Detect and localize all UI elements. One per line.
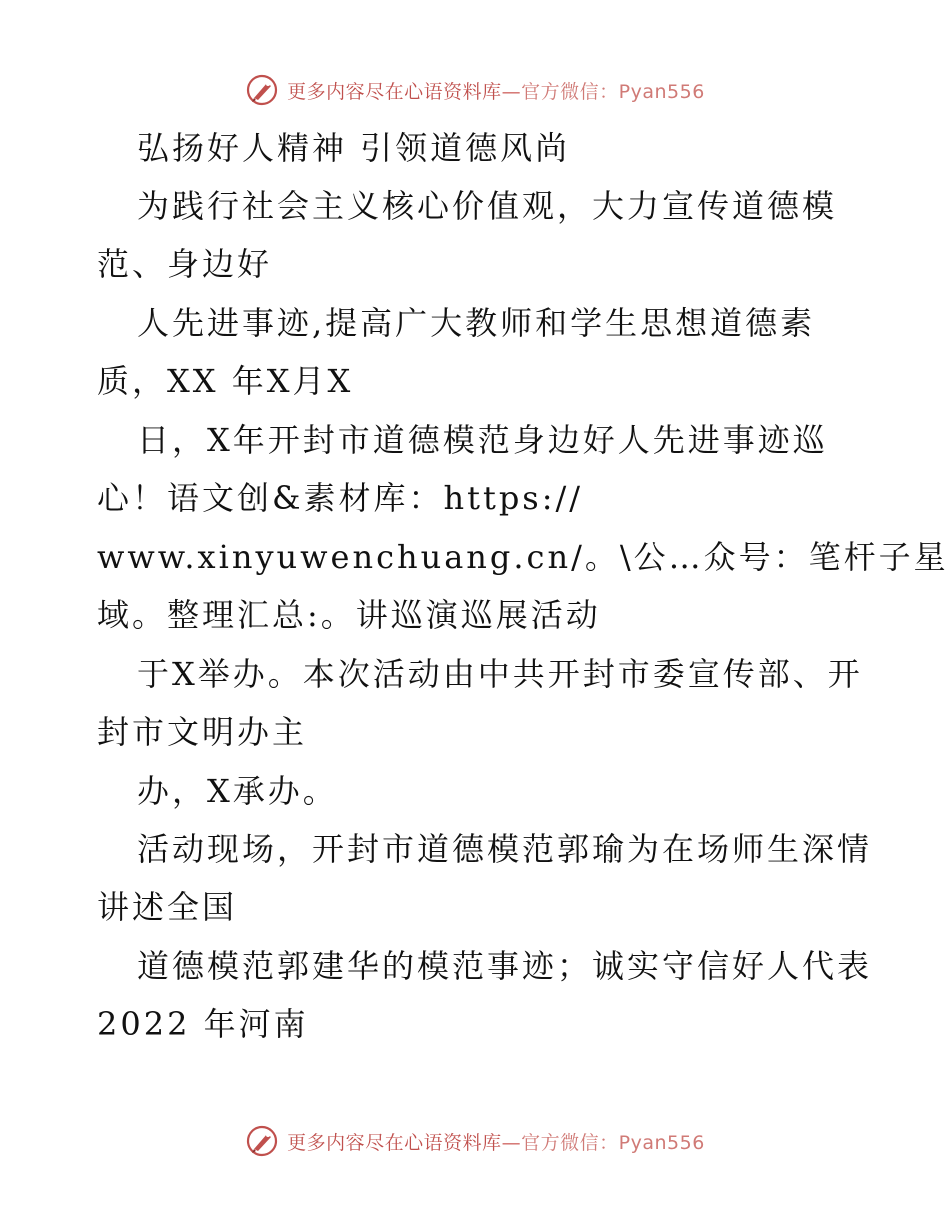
text-line: 域。整理汇总:。讲巡演巡展活动 [97, 596, 601, 634]
banner-wechat: 官方微信：Pyan556 [521, 1131, 705, 1154]
header-banner [0, 70, 950, 110]
text-line: 范、身边好 [97, 245, 273, 283]
text-line: 讲述全国 [97, 888, 238, 926]
footer-banner [0, 1121, 950, 1161]
text-line: www.xinyuwenchuang.cn/。\公…众号：笔杆子星 [97, 538, 949, 576]
footer-banner-text [287, 1128, 705, 1155]
pen-logo-icon [245, 1124, 279, 1158]
banner-title: 更多内容尽在心语资料库 [287, 80, 502, 103]
banner-title: 更多内容尽在心语资料库 [287, 1131, 502, 1154]
pen-logo-icon [245, 73, 279, 107]
paragraph-title: 弘扬好人精神 引领道德风尚 [137, 129, 571, 167]
text-line: 为践行社会主义核心价值观，大力宣传道德模 [137, 187, 838, 225]
text-line: 日，X年开封市道德模范身边好人先进事迹巡 [137, 421, 828, 459]
text-line: 人先进事迹,提高广大教师和学生思想道德素 [137, 304, 816, 342]
banner-separator: — [501, 80, 522, 103]
banner-wechat: 官方微信：Pyan556 [521, 80, 705, 103]
text-line: 办，X承办。 [137, 772, 338, 810]
header-banner-text [287, 77, 705, 104]
text-line: 道德模范郭建华的模范事迹；诚实守信好人代表 [137, 947, 873, 985]
text-line: 于X举办。本次活动由中共开封市委宣传部、开 [137, 655, 863, 693]
text-line: 2022 年河南 [97, 1005, 309, 1043]
banner-separator: — [501, 1131, 522, 1154]
text-line: 封市文明办主 [97, 713, 308, 751]
text-line: 心！语文创&素材库：https:// [97, 479, 584, 517]
text-line: 质，XX 年X月X [97, 362, 354, 400]
text-line: 活动现场，开封市道德模范郭瑜为在场师生深情 [137, 830, 873, 868]
